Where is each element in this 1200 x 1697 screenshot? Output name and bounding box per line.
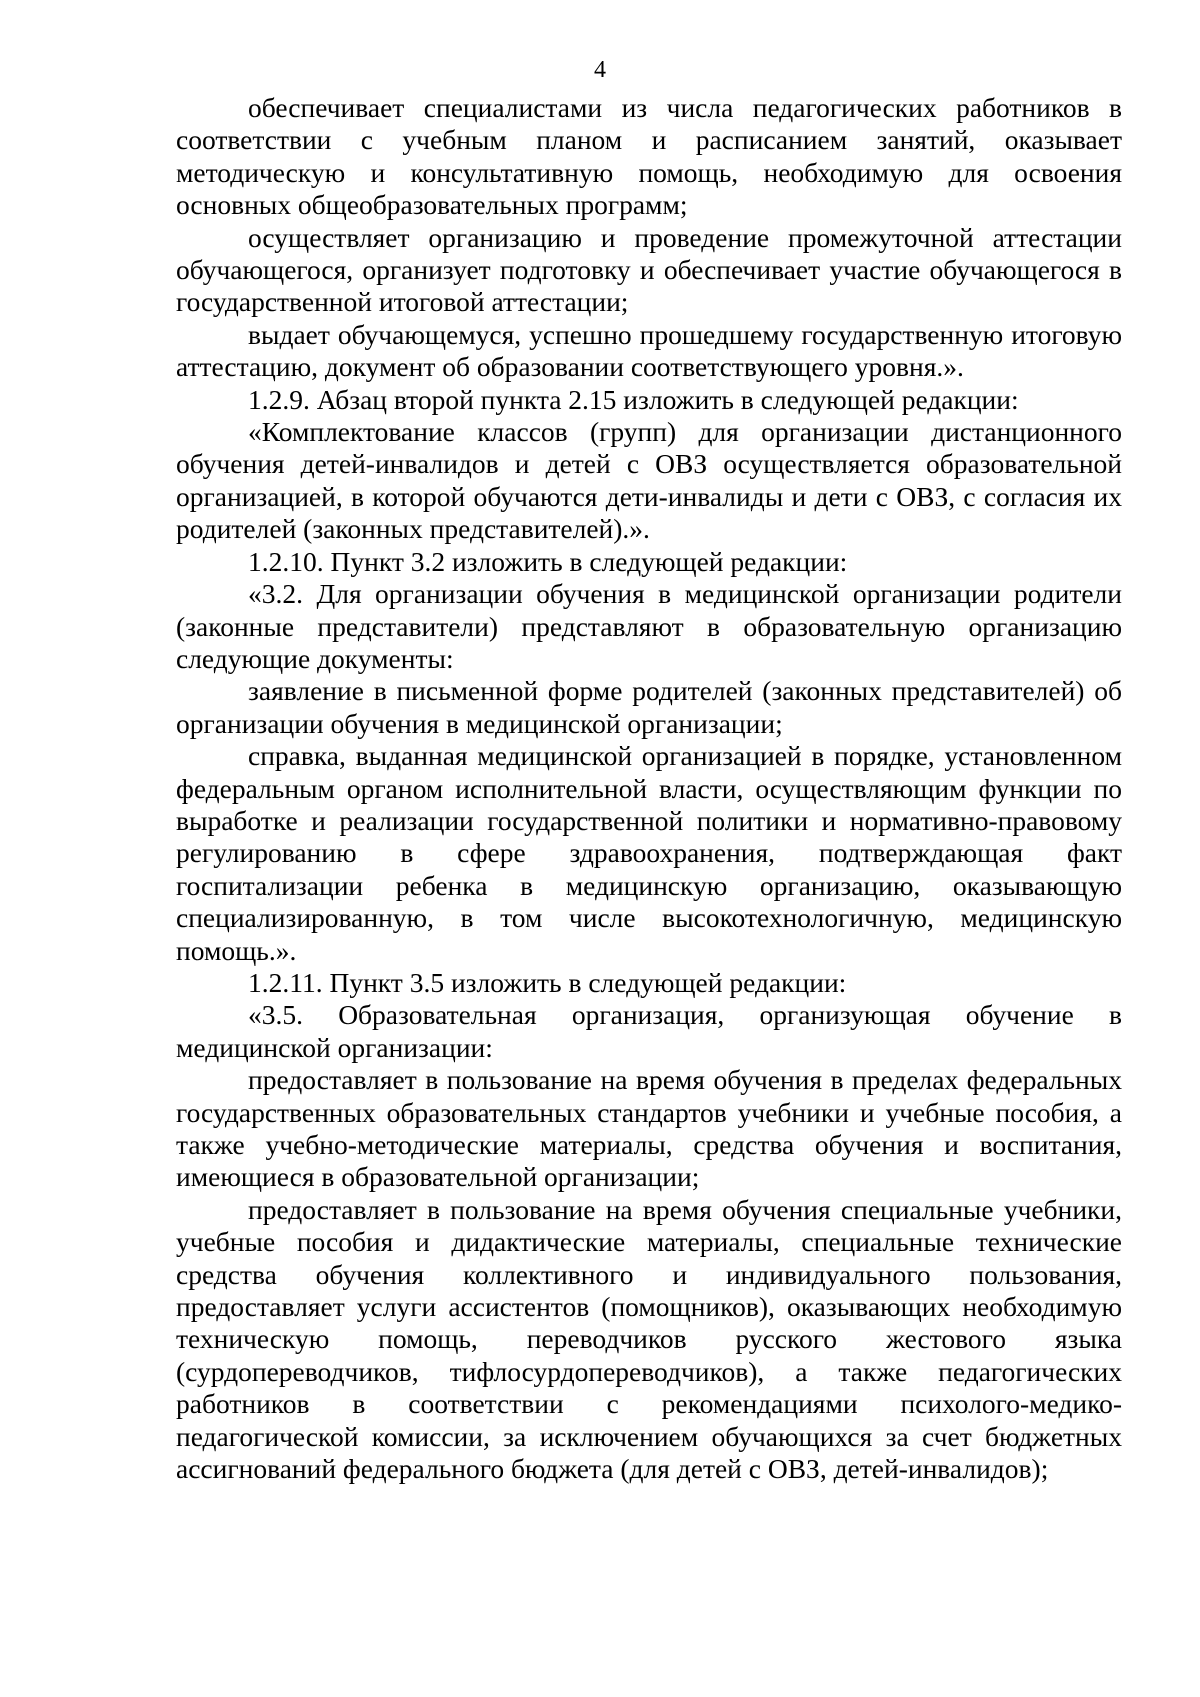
paragraph-11: «3.5. Образовательная организация, организующая обучение в медицинской организации: xyxy=(176,999,1122,1063)
paragraph-9: справка, выданная медицинской организацией в порядке, установленном федеральным органом исполнительной власти, осуществляющим функции по выработке и реализации государственной политики и нормативно-правовому регулированию в сфере здравоохранения, подтверждающая факт госпитализации ребенка в медицинскую организацию, оказывающую специализированную, в том числе высокотехнологичную, медицинскую помощь.». xyxy=(176,740,1122,966)
paragraph-6: 1.2.10. Пункт 3.2 изложить в следующей редакции: xyxy=(248,545,848,577)
paragraph-3: выдает обучающемуся, успешно прошедшему государственную итоговую аттестацию, документ об образовании соответствующего уровня.». xyxy=(176,318,1122,383)
paragraph-2: осуществляет организацию и проведение промежуточной аттестации обучающегося, организует подготовку и обеспечивает участие обучающегося в государственной итоговой аттестации; xyxy=(176,221,1122,318)
paragraph-1: обеспечивает специалистами из числа педагогических работников в соответствии с учебным планом и расписанием занятий, оказывает методическую и консультативную помощь, необходимую для освоения основных общеобразовательных программ; xyxy=(176,92,1122,221)
paragraph-4: 1.2.9. Абзац второй пункта 2.15 изложить в следующей редакции: xyxy=(248,383,1019,415)
paragraph-12: предоставляет в пользование на время обучения в пределах федеральных государственных образовательных стандартов учебники и учебные пособия, а также учебно-методические материалы, средства обучения и воспитания, имеющиеся в образовательной организации; xyxy=(176,1064,1122,1193)
document-body xyxy=(176,92,1122,1485)
paragraph-10: 1.2.11. Пункт 3.5 изложить в следующей редакции: xyxy=(248,966,847,998)
page-number: 4 xyxy=(594,57,606,83)
paragraph-5: «Комплектование классов (групп) для организации дистанционного обучения детей-инвалидов и детей с ОВЗ осуществляется образовательной организацией, в которой обучаются дети-инвалиды и дети с ОВЗ, с согласия их родителей (законных представителей).». xyxy=(176,416,1122,545)
paragraph-8: заявление в письменной форме родителей (законных представителей) об организации обучения в медицинской организации; xyxy=(176,675,1122,739)
paragraph-7: «3.2. Для организации обучения в медицинской организации родители (законные представители) представляют в образовательную организацию следующие документы: xyxy=(176,578,1122,674)
paragraph-13: предоставляет в пользование на время обучения специальные учебники, учебные пособия и дидактические материалы, специальные технические средства обучения коллективного и индивидуального пользования, предоставляет услуги ассистентов (помощников), оказывающих необходимую техническую помощь, переводчиков русского жестового языка (сурдопереводчиков, тифлосурдопереводчиков), а также педагогических работников в соответствии с рекомендациями психолого-медико-педагогической комиссии, за исключением обучающихся за счет бюджетных ассигнований федерального бюджета (для детей с ОВЗ, детей-инвалидов); xyxy=(176,1193,1122,1485)
